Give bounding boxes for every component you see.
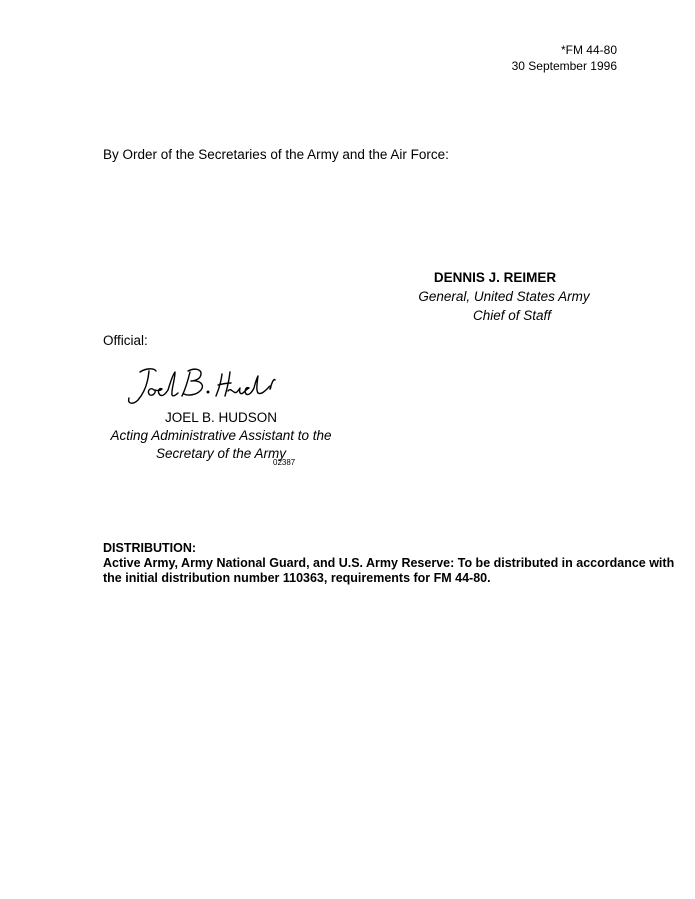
publication-date: 30 September 1996 [511,59,617,73]
official-name: JOEL B. HUDSON [164,410,278,425]
official-label: Official: [103,333,148,348]
signature-drawing [118,358,278,408]
distribution-section [103,541,683,586]
document-header [512,42,617,74]
handwritten-signature [118,358,278,413]
form-number: *FM 44-80 [560,43,617,57]
distribution-line2: the initial distribution number 110363, requirements for FM 44-80. [103,571,491,585]
official-title-line2: Secretary of the Army [155,446,287,461]
chief-title-line2: Chief of Staff [472,308,552,323]
official-signature-block [100,409,342,463]
official-title-line1: Acting Administrative Assistant to the [110,428,332,443]
chief-name: DENNIS J. REIMER [433,270,557,285]
order-statement: By Order of the Secretaries of the Army and the Air Force: [103,147,449,162]
chief-signature-block [400,268,590,325]
distribution-line1: Active Army, Army National Guard, and U.S. Army Reserve: To be distributed in accordance with [103,556,675,570]
chief-title-line1: General, United States Army [418,289,590,304]
distribution-heading: DISTRIBUTION: [103,541,197,555]
document-code: 02387 [273,458,296,467]
